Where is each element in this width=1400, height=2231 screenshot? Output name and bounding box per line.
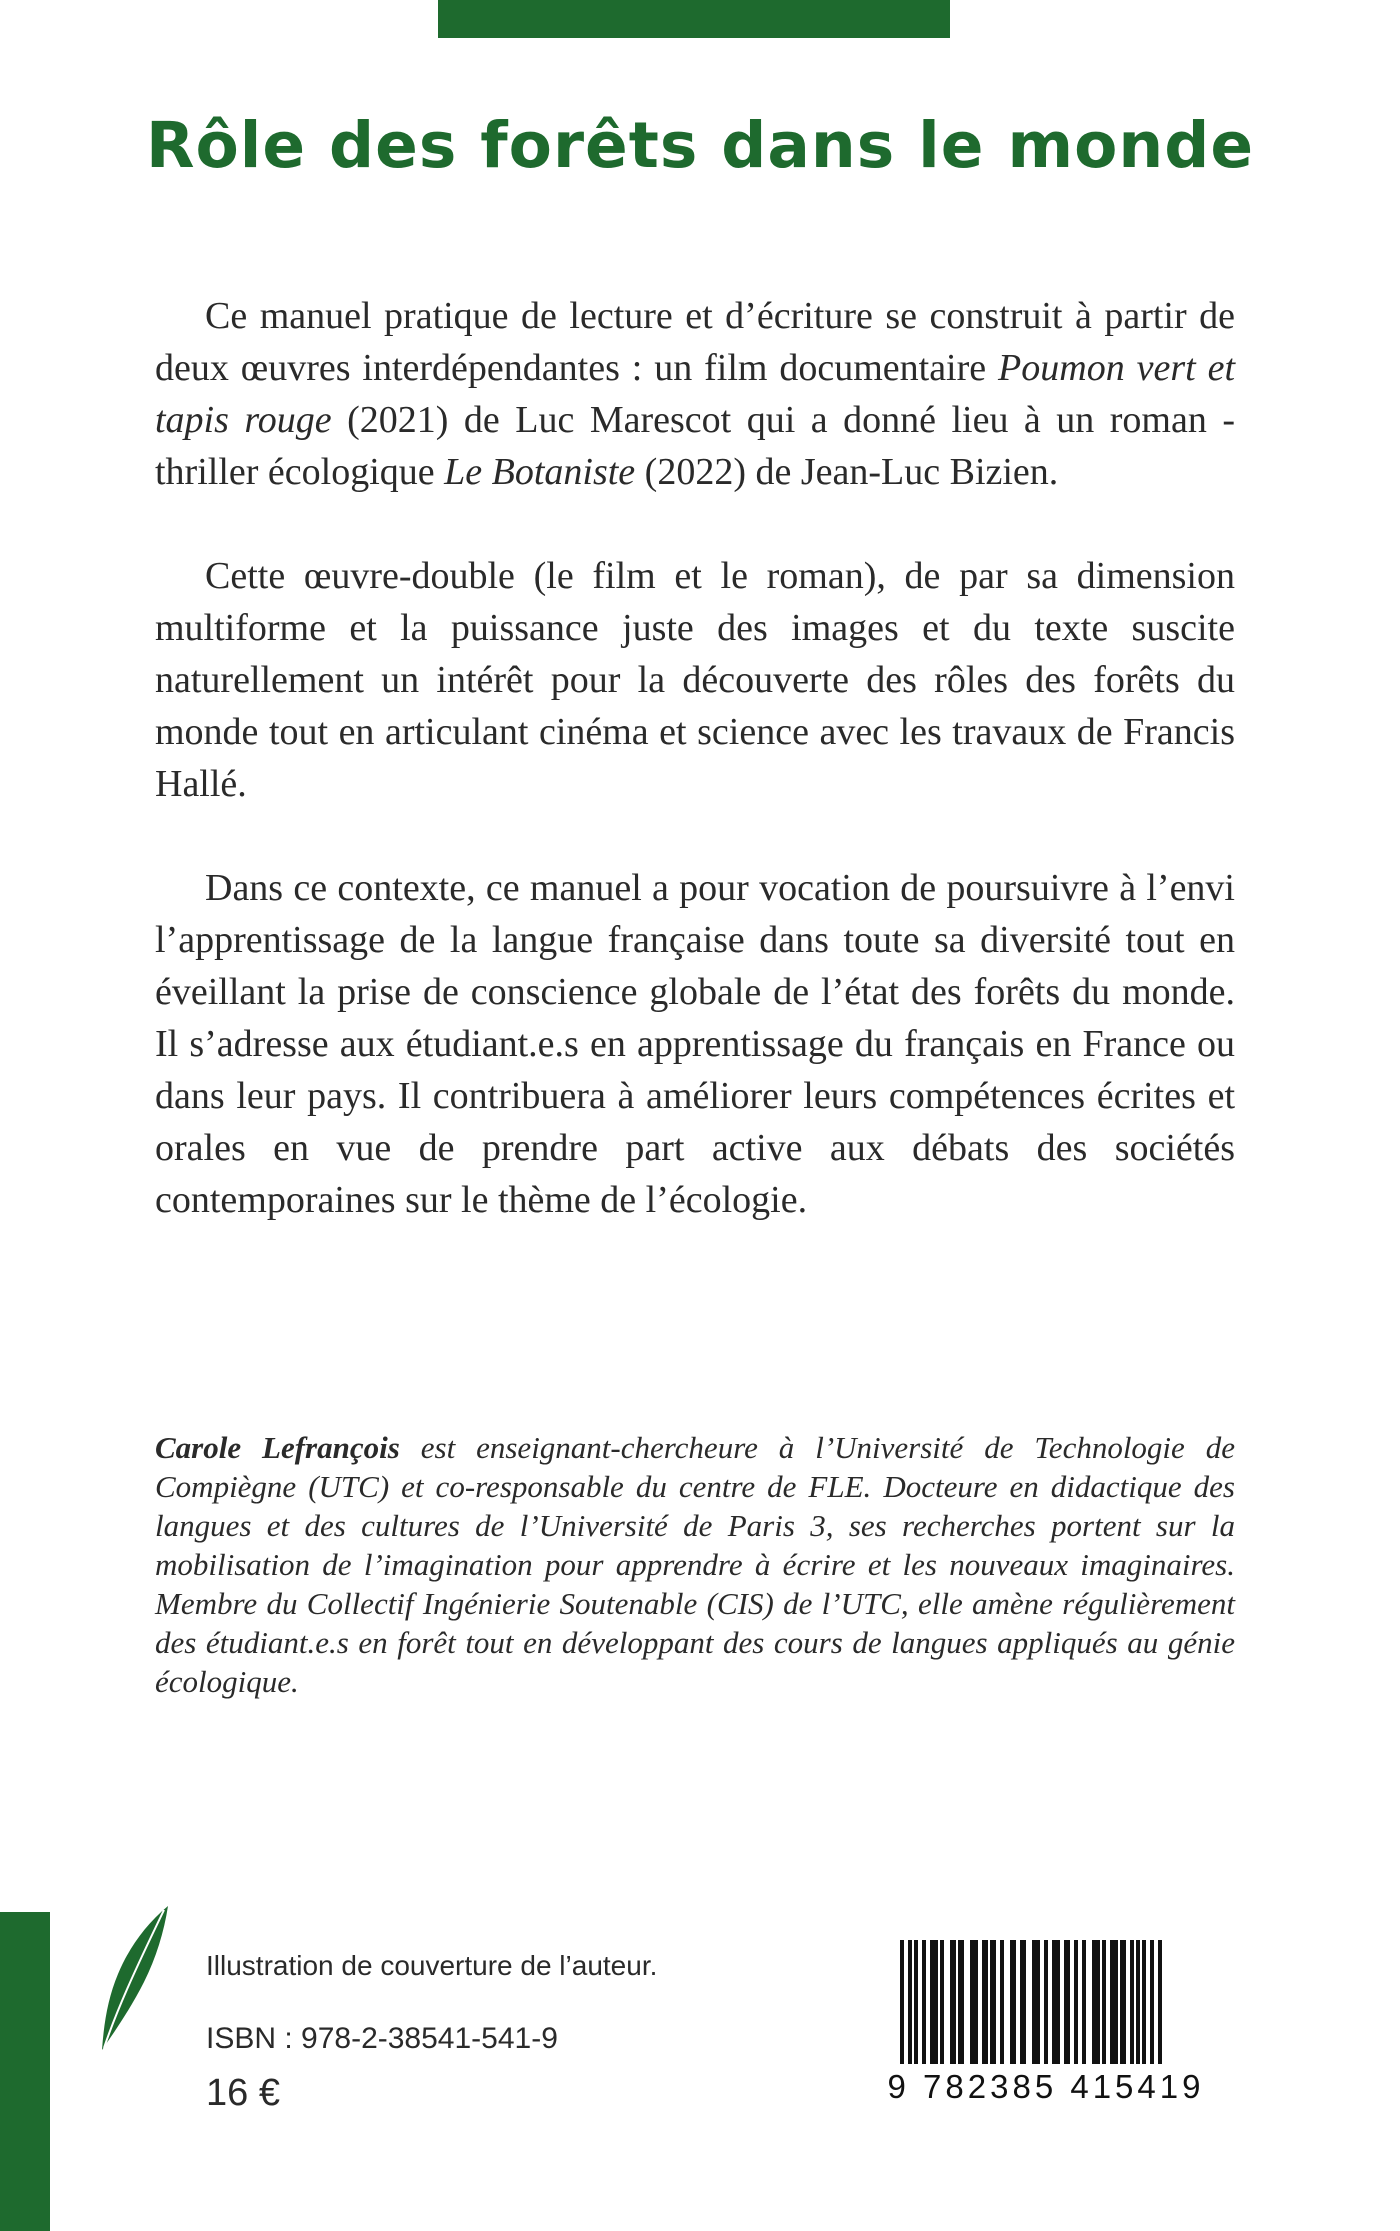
paragraph-text: Dans ce contexte, ce manuel a pour vocation de poursuivre à l’envi l’apprentissage de la langue française dans toute sa diversité tout en éveillant la prise de conscience globale de l’état des forêts du monde. Il s’adresse aux étudiant.e.s en apprentissage du français en France ou dans leur pays. Il contribuera à améliorer leurs compétences écrites et orales en vue de prendre part active aux débats des sociétés contemporaines sur le thème de l’écologie. <box>155 867 1235 1221</box>
summary-paragraph <box>155 290 1235 498</box>
barcode-bar <box>1136 1940 1140 2064</box>
work-title: Le Botaniste <box>444 451 636 493</box>
summary-paragraph <box>155 862 1235 1226</box>
barcode-bar <box>1074 1940 1078 2064</box>
barcode-bar <box>958 1940 964 2064</box>
barcode-bar <box>1142 1940 1146 2064</box>
barcode-bar <box>1052 1940 1060 2064</box>
barcode-bar <box>1082 1940 1086 2064</box>
paragraph-text: (2021) de Luc Marescot qui a donné lieu à un roman - thriller écologique <box>155 399 1235 493</box>
barcode-bars <box>886 1940 1206 2070</box>
barcode-bar <box>990 1940 996 2064</box>
barcode-bar <box>970 1940 978 2064</box>
bottom-left-color-band <box>0 1912 50 2231</box>
barcode-bar <box>940 1940 944 2064</box>
paragraph-text: Cette œuvre-double (le film et le roman), de par sa dimension multiforme et la puissance juste des images et du texte suscite naturellement un intérêt pour la découverte des rôles des forêts du monde tout en articulant cinéma et science avec les travaux de Francis Hallé. <box>155 555 1235 805</box>
barcode-bar <box>1064 1940 1070 2064</box>
book-title: Rôle des forêts dans le monde <box>145 109 1255 182</box>
back-cover-summary <box>155 290 1235 1226</box>
barcode-bar <box>900 1940 904 2064</box>
barcode-bar <box>922 1940 926 2064</box>
barcode-bar <box>1158 1940 1162 2064</box>
barcode-bar <box>1020 1940 1026 2064</box>
barcode-bar <box>1150 1940 1154 2064</box>
barcode-bar <box>1010 1940 1016 2064</box>
barcode-bar <box>1092 1940 1100 2064</box>
top-color-band <box>438 0 950 38</box>
barcode-bar <box>982 1940 988 2064</box>
barcode-bar <box>914 1940 918 2064</box>
barcode-bar <box>950 1940 956 2064</box>
author-bio-text: est enseignant-chercheure à l’Université de Technologie de Compiègne (UTC) et co-responsable du centre de FLE. Docteure en didactique des langues et des cultures de l’Université de Paris 3, ses recherches portent sur la mobilisation de l’imagination pour apprendre à écrire et les nouveaux imaginaires. Membre du Collectif Ingénierie Soutenable (CIS) de l’UTC, elle amène régulièrement des étudiant.e.s en forêt tout en développant des cours de langues appliqués au génie écologique. <box>155 1430 1235 1699</box>
barcode-bar <box>1120 1940 1126 2064</box>
paragraph-text: Ce manuel pratique de lecture et d’écriture se construit à partir de deux œuvres interdépendantes : un film documentaire <box>155 295 1235 389</box>
barcode-bar <box>1044 1940 1048 2064</box>
price: 16 € <box>206 2072 280 2114</box>
work-title: Poumon vert et tapis rouge <box>155 347 1236 441</box>
barcode <box>886 1940 1206 2140</box>
barcode-bar <box>908 1940 912 2064</box>
author-name: Carole Lefrançois <box>155 1430 400 1465</box>
barcode-bar <box>1102 1940 1106 2064</box>
barcode-bar <box>1032 1940 1040 2064</box>
barcode-bar <box>1110 1940 1118 2064</box>
cover-credit: Illustration de couverture de l’auteur. <box>206 1950 658 1981</box>
isbn: ISBN : 978-2-38541-541-9 <box>206 2022 558 2055</box>
feather-icon <box>94 1902 174 2052</box>
barcode-number: 9 782385 415419 <box>887 2068 1205 2105</box>
author-bio <box>155 1428 1235 1701</box>
barcode-bar <box>1000 1940 1004 2064</box>
summary-paragraph <box>155 550 1235 810</box>
paragraph-text: (2022) de Jean-Luc Bizien. <box>635 451 1059 493</box>
barcode-bar <box>1130 1940 1134 2064</box>
barcode-bar <box>930 1940 938 2064</box>
